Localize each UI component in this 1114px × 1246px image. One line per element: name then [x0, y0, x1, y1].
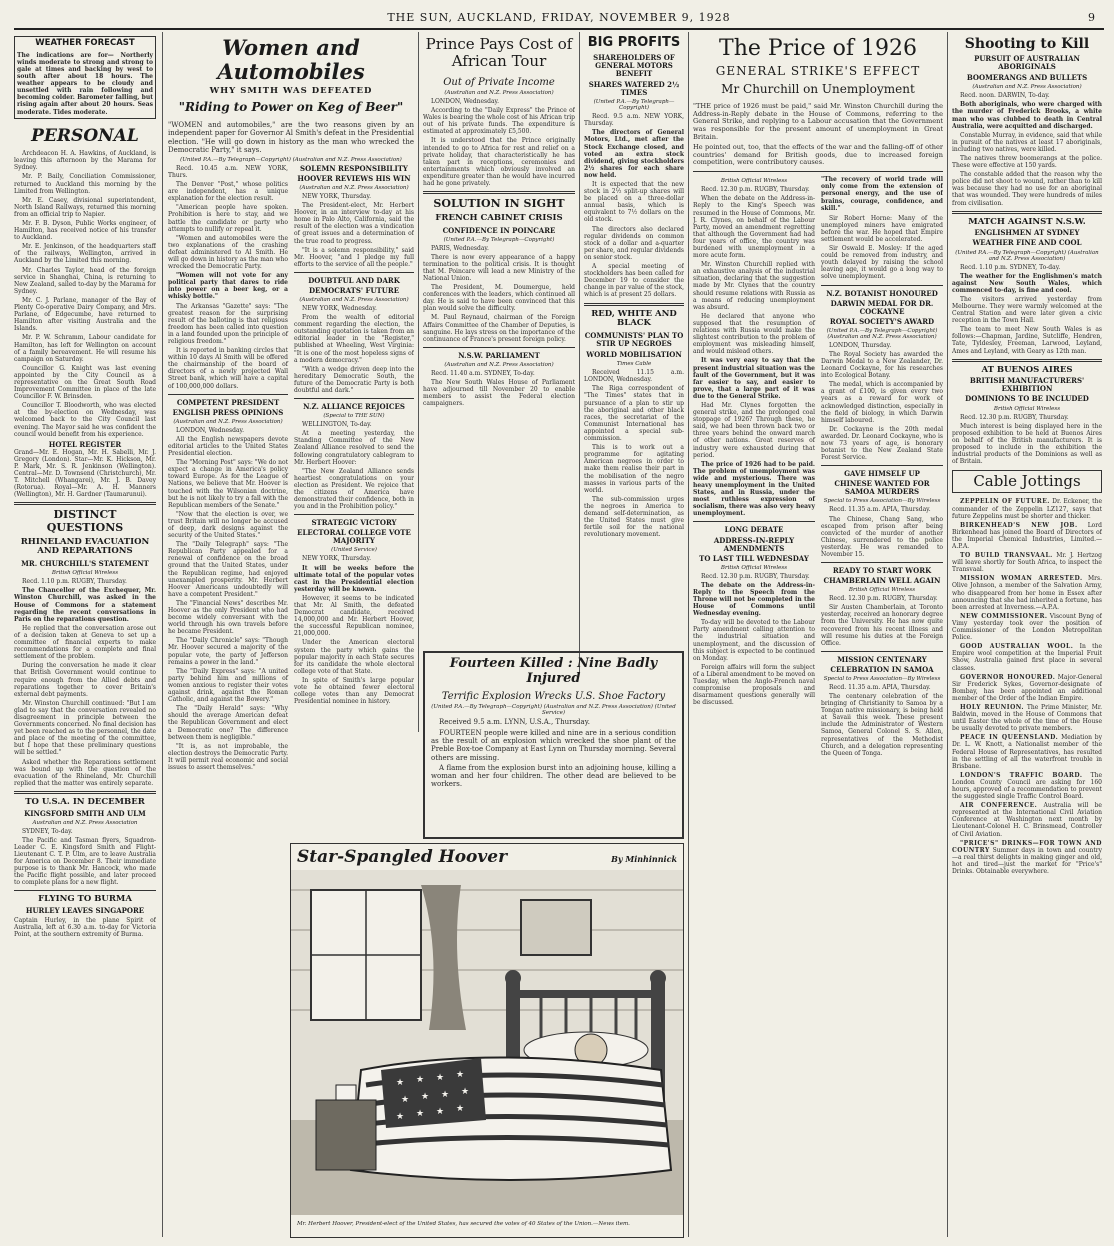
distinct-para: The Chancellor of the Exchequer, Mr. Winston Churchill, was asked in the House of Commons for a statement regarding the recent conversations in Paris on the reparations question.: [14, 587, 156, 623]
usa-heading: TO U.S.A. IN DECEMBER: [25, 796, 145, 807]
distinct-sub2: MR. CHURCHILL'S STATEMENT: [21, 559, 149, 569]
world-mobilisation-heading: WORLD MOBILISATION: [586, 350, 682, 360]
price-col-a: [693, 176, 815, 759]
buenos-credit: British Official Wireless: [993, 405, 1061, 412]
distinct-para: He replied that the conversation arose out of a decision taken at Geneva to set up a committee of financial experts to make recommendations for a complete and final settlement of the problem.: [14, 624, 156, 661]
democrats-para: From the wealth of editorial comment regarding the election, the outstanding quotation is taken from an editorial leader in the "Register," published at Wheeling, West Virginia: "It is one of the most hopeless signs of a modern democracy.": [294, 314, 414, 364]
jotting-text: Australia will be represented at the International Civil Aviation Conference at Washington next month by Lieutenant-Colonel H. C. Brinsmead, Controller of Civil Aviation.: [952, 802, 1102, 838]
jotting-head: "PRICE'S" DRINKS—FOR TOWN AND COUNTRY: [952, 839, 1102, 854]
cartoon-title: Star-Spangled Hoover: [297, 847, 508, 867]
match-dateline: Recd. 1.10 p.m. SYDNEY, To-day.: [960, 263, 1061, 271]
jotting-text: The London County Council are asking for 160 hours, approved of a recommendation to prevent the suggested single Traffic Control Board.: [952, 771, 1102, 801]
shooting-para: Constable Murray, in evidence, said that while in pursuit of the natives at least 17 aboriginals, including two natives, were killed.: [952, 131, 1102, 153]
price-dateline: Recd. 12.30 p.m. RUGBY, Thursday.: [701, 186, 810, 194]
price-para: Had Mr. Clynes forgotten the general strike, and the prolonged coal stoppage of 1926? Through these, he said, we had been thrown back two or three years behind the onward march of other nations. Great reserves of industry were exhausted during that period.: [693, 401, 815, 459]
weather-text: The indications are for— Northerly winds moderate to strong and strong to gale at times and backing by west to south after about 18 hours. The weather appears to be cloudy and unsettled with rain following and becoming colder. Barometer falling, but rising again after about 20 hours. Seas moderate. Tides moderate.: [17, 51, 153, 116]
jotting-head: MISSION WOMAN ARRESTED.: [960, 575, 1083, 583]
nsw-dateline: Recd. 11.40 a.m. SYDNEY, To-day.: [431, 369, 535, 377]
jotting-text: Summer days in town and country—a real thirst delights in making ginger and old, hot and tired—just the market for "Price's" Drinks. Obtainable everywhere.: [952, 846, 1102, 876]
price-subtitle: GENERAL STRIKE'S EFFECT: [715, 64, 921, 79]
weather-heading: WEATHER FORECAST: [35, 38, 135, 48]
burma-heading: FLYING TO BURMA: [38, 894, 132, 905]
price-quote: "The recovery of world trade will only come from the extension of personal energy, and the use of brains, courage, confidence, and skill.": [821, 176, 943, 212]
personal-para: Councillor T. Bloodworth, who was elected at the by-election on Wednesday, was welcomed back to the City Council last evening. The Mayor said he was confident the council would benefit from his experience.: [14, 402, 156, 438]
svg-text:★: ★: [456, 1104, 465, 1114]
masthead-title: THE SUN, AUCKLAND, FRIDAY, NOVEMBER 9, 1928: [387, 11, 731, 24]
match-credit: (United P.A.—By Telegraph—Copyright) (Australian and N.Z. Press Association): [955, 249, 1099, 262]
debate-para: Foreign affairs will form the subject of a Liberal amendment to be moved on Tuesday, when the Anglo-French naval compromise proposals and disarmament questions generally will be discussed.: [693, 663, 815, 707]
english-para: "Now that the election is over, we trust Britain will no longer be accused of deep, dark designs against the security of the United States.": [168, 510, 288, 540]
jotting-item: [952, 840, 1102, 875]
chinese-credit: Special to Press Association—By Wireless: [823, 498, 941, 505]
fourteen-box: [423, 651, 684, 839]
english-dateline: LONDON, Wednesday.: [176, 426, 245, 434]
women-dateline: Recd. 10.45 a.m. NEW YORK, Thurs.: [168, 164, 288, 179]
communists-heading: COMMUNISTS' PLAN TO STIR UP NEGROES: [584, 331, 684, 349]
svg-text:★: ★: [436, 1107, 445, 1117]
women-subtitle: WHY SMITH WAS DEFEATED: [209, 86, 373, 97]
profits-dateline: Recd. 9.5 a.m. NEW YORK, Thursday.: [584, 113, 684, 128]
jotting-head: GOOD AUSTRALIAN WOOL.: [960, 643, 1074, 651]
svg-text:★: ★: [396, 1112, 405, 1122]
chamberlain-heading: CHAMBERLAIN WELL AGAIN: [823, 576, 941, 586]
svg-text:★: ★: [421, 1092, 430, 1102]
english-para: The "Morning Post" says: "We do not expect a change in America's policy toward Europe. As for the League of Nations, we believe that Mr. Hoover is touched with the Wilsonian doctrine, but he is not likely to try a fall with the Republican members of the Senate.": [168, 459, 288, 509]
electoral-credit: (United Service): [331, 547, 377, 554]
dominions-heading: DOMINIONS TO BE INCLUDED: [965, 394, 1089, 404]
price-para: He declared that anyone who supposed that the resumption of relations with Russia would make the slightest contribution to the problem of employment was misleading himself, and would mislead others.: [693, 312, 815, 356]
fourteen-credit: (United P.A.—By Telegraph—Copyright) (Australian and N.Z. Press Association) (United Service): [431, 704, 676, 717]
fourteen-dateline: Received 9.5 a.m. LYNN, U.S.A., Thursday.: [439, 718, 590, 727]
strategic-heading: STRATEGIC VICTORY: [311, 518, 397, 528]
price-para2: Sir Oswald E. Mosley: If the aged could be removed from industry, and youth delayed by raising the school leaving age, it would go a long way to solve unemployment.: [821, 245, 943, 281]
democrats-dateline: NEW YORK, Wednesday.: [302, 304, 377, 312]
jotting-item: [952, 552, 1102, 573]
prince-dateline: LONDON, Wednesday.: [431, 98, 500, 105]
jotting-text: Viscount Byng of Vimy yesterday took over the position of Commissioner of the London Metropolitan Police.: [952, 612, 1102, 642]
prince-para: It is understood that the Prince originally intended to go to Africa for rest and relief on a private holiday, that characteristically he has taken part in receptions, ceremonies and entertainments which obviously involved an expenditure greater than he would have incurred had he gone privately.: [423, 137, 575, 188]
personal-body: [14, 150, 156, 438]
english-credit: (Australian and N.Z. Press Association): [173, 418, 283, 425]
jotting-item: [952, 674, 1102, 702]
column-rule: [418, 32, 419, 732]
french-para: M. Paul Reynaud, chairman of the Foreign Affairs Committee of the Chamber of Deputies, is sanguine. He lays stress on the importance of the continuance of France's present foreign policy.: [423, 314, 575, 343]
women-col-b: [294, 165, 414, 773]
debate-credit: British Official Wireless: [720, 564, 788, 571]
french-para: The President, M. Doumergue, held conferences with the leaders, which continued all day. He is said to have been convinced that this plan would solve the difficulty.: [423, 284, 575, 313]
botanist-para: The medal, which is accompanied by a grant of £100, is given every two years as a reward for work of acknowledged distinction, especially in the field of biology, in which Darwin himself laboured.: [821, 381, 943, 424]
column-rule: [162, 32, 163, 1237]
shooting-sub: PURSUIT OF AUSTRALIAN ABORIGINALS: [974, 54, 1080, 72]
distinct-para: Asked whether the Reparations settlement was bound up with the question of the evacuation of the Rhineland, Mr. Churchill replied that the matter was entirely separate.: [14, 758, 156, 787]
democrats-heading: DEMOCRATS' FUTURE: [308, 285, 400, 295]
women-para: "Women and automobiles were the two explanations of the crashing defeat administered to Al Smith. He will go down in history as the man who wrecked the Democratic Party.: [168, 234, 288, 271]
competent-heading: COMPETENT PRESIDENT: [176, 397, 280, 407]
svg-text:★: ★: [461, 1087, 470, 1097]
column-left: [14, 36, 156, 1236]
jotting-head: TO BUILD TRANSVAAL.: [960, 552, 1053, 560]
electoral-para: However, it seems to be indicated that Mr. Al Smith, the defeated Democrat candidate, received 14,000,000 and Mr. Herbert Hoover, the successful Republican nominee, 21,000,000.: [294, 594, 414, 638]
shooting-dateline: Recd. noon. DARWIN, To-day.: [960, 92, 1050, 100]
long-debate-heading: LONG DEBATE: [724, 525, 784, 535]
jotting-head: PEACE IN QUEENSLAND.: [960, 734, 1059, 742]
hotel-register-heading: HOTEL REGISTER: [48, 439, 122, 449]
address-heading: ADDRESS-IN-REPLY AMENDMENTS: [713, 535, 795, 553]
svg-text:★: ★: [456, 1070, 465, 1080]
shooting-para: The natives threw boomerangs at the police. These were effective at 150 yards.: [952, 154, 1102, 170]
personal-para: Councillor G. Knight was last evening appointed by the City Council as a representative on the Great South Road Improvement Committee in place of the late Councillor F. W. Brinsden.: [14, 364, 156, 401]
kingsford-credit: Australian and N.Z. Press Association: [32, 819, 138, 826]
electoral-dateline: NEW YORK, Thursday.: [302, 555, 371, 563]
cartoon-illustration: [291, 870, 683, 1215]
english-para: The "Daily Chronicle" says: "Though Mr. Hoover secured a majority of the popular vote, the party of Jefferson remains a power in the land.": [168, 637, 288, 666]
chamberlain-dateline: Recd. 12.30 p.m. RUGBY, Thursday.: [829, 595, 938, 603]
personal-para: Archdeacon H. A. Hawkins, of Auckland, is leaving this afternoon by the Marama for Sydney.: [14, 150, 156, 172]
gave-heading: GAVE HIMSELF UP: [844, 469, 920, 479]
jotting-head: LONDON'S TRAFFIC BOARD.: [960, 771, 1083, 779]
prince-article: [423, 36, 575, 701]
chinese-text: The Chinese, Chang Sang, who escaped from prison after being convicted of the murder of another Chinese, surrendered to the police yesterday. He was remanded to November 15.: [821, 515, 943, 558]
shooting-sub2: BOOMERANGS AND BULLETS: [966, 73, 1088, 83]
buenos-heading: AT BUENOS AIRES: [981, 364, 1073, 375]
price-para: Mr. Winston Churchill replied with an exhaustive analysis of the industrial situation, declaring that the suggestion made by Mr. Clynes that the country should resume relations with Russia as a means of reducing unemployment was absurd.: [693, 261, 815, 311]
jotting-item: [952, 522, 1102, 550]
price-para: When the debate on the Address-in-Reply to the King's Speech was resumed in the House of Commons, Mr. J. R. Clynes, on behalf of the Labour Party, moved an amendment regretting that although the Government had had four years of office, the country was burdened with unemployment in a more acute form.: [693, 195, 815, 260]
personal-para: Mr. C. J. Parlane, manager of the Bay of Plenty Co-operative Dairy Company, and Mrs. Parlane, of Edgecumbe, have returned to Hamilton after visiting Australia and the Islands.: [14, 296, 156, 333]
doubtful-heading: DOUBTFUL AND DARK: [308, 275, 400, 285]
weather-box: [14, 36, 156, 119]
jotting-item: [952, 613, 1102, 641]
price-credit: British Official Wireless: [720, 178, 788, 185]
jotting-item: [952, 772, 1102, 800]
hoover-credit: (Australian and N.Z. Press Association): [299, 184, 409, 191]
personal-para: Mr. E. Casey, divisional superintendent, North Island Railways, returned this morning from an official trip to Napier.: [14, 196, 156, 218]
englishmen-heading: ENGLISHMEN AT SYDNEY: [974, 228, 1080, 238]
women-para: The Denver "Post," whose politics are independent, has a unique explanation for the election result.: [168, 181, 288, 203]
electoral-heading: ELECTORAL COLLEGE VOTE MAJORITY: [297, 528, 411, 546]
chinese-dateline: Recd. 11.35 a.m. APIA, Thursday.: [829, 506, 931, 514]
democrats-para: "With a wedge driven deep into the hereditary Democratic South, the future of the Democratic Party is both doubtful and dark.": [294, 365, 414, 394]
jotting-text: Mr. J. Hertzog will leave shortly for South Africa, to inspect the Transvaal.: [952, 552, 1102, 574]
kingsford-heading: KINGSFORD SMITH AND ULM: [24, 808, 146, 818]
kingsford-text: The Pacific and Tasman flyers, Squadron-Leader C. E. Kingsford Smith and Flight-Lieutenant C. T. P. Ulm, are to leave Australia for America on December 8. Their immediate purpose is to thank Mr. Hancock, who made the Pacific flight possible, and later proceed to complete plans for a new flight.: [14, 836, 156, 887]
women-para: The Arkansas "Gazette" says: "The greatest reason for the surprising result of the balloting is that religious freedom has been called into question in a land founded upon the principle of religious freedom.": [168, 302, 288, 345]
electoral-para: Under the American electoral system the party which gains the popular majority in each State secures for its candidate the whole electoral college vote of that State.: [294, 639, 414, 675]
svg-text:★: ★: [401, 1095, 410, 1105]
profits-para: A special meeting of stockholders has been called for December 19 to consider the change in par value of the stock, which is at present 25 dollars.: [584, 263, 684, 299]
bedside-table: [316, 1100, 376, 1170]
personal-para: Mr. P. W. Schramm, Labour candidate for Hamilton, has left for Wellington on account of a family bereavement. He will resume his campaign on Saturday.: [14, 334, 156, 363]
fourteen-subtitle: Terrific Explosion Wrecks U.S. Shoe Factory: [441, 690, 666, 702]
kingsford-body: [14, 828, 156, 887]
jotting-item: [952, 802, 1102, 837]
price-subtitle2: Mr Churchill on Unemployment: [721, 82, 915, 97]
mission-heading: MISSION CENTENARY: [837, 654, 927, 664]
botanist-credit: (United P.A.—By Telegraph—Copyright) (Australian and N.Z. Press Association): [826, 327, 938, 340]
communists-para: The Riga correspondent of "The Times" states that in pursuance of a plan to stir up the aboriginal and other black races, the secretariat of the Communist International has appointed a special sub-commission.: [584, 385, 684, 443]
jotting-text: Major-General Sir Frederick Sykes, Governor-designate of Bombay, has been appointed an additional member of the Order of the Indian Empire.: [952, 673, 1102, 702]
chamberlain-text: Sir Austen Chamberlain, at Toronto yesterday, received an honorary degree from the University. He has now quite recovered from his recent illness and will resume his duties at the Foreign Office.: [821, 604, 943, 647]
hoover-dateline: NEW YORK, Thursday.: [302, 192, 371, 200]
nsw-parliament-heading: N.S.W. PARLIAMENT: [458, 350, 540, 360]
profits-para: The directors also declared regular dividends on common stock of a dollar and a-quarter per share, and regular dividends on senior stock.: [584, 225, 684, 261]
column-rule: [579, 32, 580, 672]
jotting-item: [952, 498, 1102, 519]
jotting-head: BIRKENHEAD'S NEW JOB.: [960, 521, 1078, 529]
match-para: The visitors arrived yesterday from Melbourne. They were warmly welcomed at the Central Station and were later given a civic reception in the Town Hall.: [952, 295, 1102, 325]
distinct-heading: DISTINCT QUESTIONS: [46, 508, 124, 535]
french-dateline: PARIS, Wednesday.: [431, 244, 489, 252]
red-white-heading: RED, WHITE AND BLACK: [591, 308, 677, 329]
jotting-head: HOLY REUNION.: [960, 703, 1025, 711]
personal-para: Mr. P. Baily, Conciliation Commissioner, returned to Auckland this morning by the Limited from Wellington.: [14, 173, 156, 195]
english-para: The "Daily Telegraph" says: "The Republican Party appealed for a renewal of confidence on the broad ground that the United States, under the Republican regime, had enjoyed unexampled prosperity. Mr. Herbert Hoover Americans undoubtedly will have a competent President.": [168, 541, 288, 598]
mission-credit: Special to Press Association—By Wireless: [823, 675, 941, 682]
botanist-para: The Royal Society has awarded the Darwin Medal to a New Zealander, Dr. Leonard Cockayne, for his researches into Ecological Botany.: [821, 350, 943, 380]
svg-text:★: ★: [416, 1109, 425, 1119]
solution-heading: SOLUTION IN SIGHT: [433, 197, 565, 211]
jotting-text: The Prime Minister, Mr. Baldwin, moved in the House of Commons that until Easter the whole of the time of the House be usually devoted to private members.: [952, 703, 1102, 733]
price-title: The Price of 1926: [719, 36, 917, 61]
fourteen-title: Fourteen Killed : Nine Badly Injured: [449, 656, 658, 686]
jotting-head: NEW COMMISSIONER.: [960, 612, 1048, 620]
prince-subtitle: Out of Private Income: [443, 76, 555, 88]
jotting-text: Mrs. Olive Johnson, a member of the Salvation Army, who disappeared from her home in Essex after announcing that she had inherited a fortune, has been arrested at Inverness.—A.P.A.: [952, 575, 1102, 611]
women-col-a: [168, 165, 288, 773]
botanist-dateline: LONDON, Thursday.: [829, 341, 892, 349]
cartoon-caption: Mr. Herbert Hoover, President-elect of the United States, has secured the votes of 40 States of the Union.—News item.: [297, 1221, 630, 1227]
prince-credit: (Australian and N.Z. Press Association): [444, 90, 554, 96]
prince-para: According to the "Daily Express" the Prince of Wales is bearing the whole cost of his African trip out of his private funds. The expenditure is estimated at approximately £5,500.: [423, 107, 575, 136]
jotting-text: Mediation by Dr. L. W. Knott, a Nationalist member of the Federal House of Representatives, has resulted in the settling of all the waterfront trouble in Brisbane.: [952, 734, 1102, 770]
cartoon-artist: By Minhinnick: [611, 854, 677, 864]
profits-lede: The directors of General Motors, Ltd., met after the Stock Exchange closed, and voted an extra stock dividend, giving stockholders 2½ shares for each share now held.: [584, 129, 684, 179]
alliance-para: "The New Zealand Alliance sends heartiest congratulations on your election as President. We rejoice that the citizens of America have demonstrated their confidence, both in you and in the Prohibition policy.": [294, 467, 414, 511]
english-para: "It is, as not improbable, the election destroys the Democratic Party. It will permit real economic and social issues to assert themselves.": [168, 742, 288, 771]
prince-title: Prince Pays Cost of African Tour: [425, 36, 573, 71]
jotting-item: [952, 704, 1102, 732]
women-lede: "WOMEN and automobiles," are the two reasons given by an independent paper for Governor Al Smith's defeat in the Presidential election. "He will go down in history as the man who wrecked the Democratic Party," it says.: [168, 120, 414, 155]
match-para: The weather for the Englishmen's match against New South Wales, which commenced to-day, is fine and cool.: [952, 272, 1102, 294]
price-para: The price of 1926 had to be paid. The problem of unemployment was wide and mysterious. There was heavy unemployment in the United States, and in Russia, under the most ruthless expression of socialism, there was also very heavy unemployment.: [693, 460, 815, 518]
alliance-para: At a meeting yesterday, the Standing Committee of the New Zealand Alliance resolved to send the following congratulatory cablegram to Mr. Herbert Hoover:: [294, 430, 414, 466]
jotting-head: AIR CONFERENCE.: [960, 802, 1038, 810]
jottings-list: [952, 498, 1102, 875]
jotting-text: In the Empire wool competition at the Imperial Fruit Show, Australia gained first place in several classes.: [952, 643, 1102, 672]
chinese-heading: CHINESE WANTED FOR SAMOA MURDERS: [834, 479, 930, 497]
distinct-dateline: Recd. 1.10 p.m. RUGBY, Thursday.: [22, 578, 127, 586]
cartoon-box: [290, 843, 684, 1238]
shooting-credit: (Australian and N.Z. Press Association): [972, 84, 1082, 91]
price-col-b: [821, 176, 943, 759]
profits-para: It is expected that the new stock in 2½ split-up shares will be placed on a three-dollar annual basis, which is equivalent to 7½ dollars on the old stock.: [584, 181, 684, 224]
debate-para: To-day will be devoted to the Labour Party amendment calling attention to the industrial situation and unemployment, and the discussion of this subject is expected to be continued on Monday.: [693, 619, 815, 662]
women-quote: "Riding to Power on Keg of Beer": [178, 100, 404, 115]
alliance-credit: (Special to THE SUN): [323, 413, 385, 420]
buenos-text: Much interest is being displayed here in the proposed exhibition to be held at Buenos Aires on behalf of the British manufacturers. It is proposed to include in the exhibition the industrial products of the Dominions as well as of Britain.: [952, 422, 1102, 466]
personal-para: Mr. Charles Taylor, head of the foreign service in Shanghai, China, is returning to New Zealand, sailed to-day by the Marama for Sydney.: [14, 266, 156, 295]
botanist-para: Dr. Cockayne is the 20th medal awarded. Dr. Leonard Cockayne, who is now 73 years of age, is honorary botanist to the New Zealand State Forest Service.: [821, 425, 943, 462]
weather-fine-heading: WEATHER FINE AND COOL: [972, 238, 1082, 248]
jotting-text: Dr. Eckener, the commander of the Zeppelin LZ127, says that future Zeppelins must be shorter and thicker.: [952, 498, 1102, 520]
shooting-lede: Both aboriginals, who were charged with the murder of Frederick Brooks, a white man who was clubbed to death in Central Australia, were acquitted and discharged.: [952, 101, 1102, 130]
shooting-title: Shooting to Kill: [964, 36, 1090, 52]
fourteen-para: FOURTEEN people were killed and nine are in a serious condition as the result of an explosion which wrecked the shoe plant of the Preble Box-toe Company at East Lynn on Thursday morning. Several others are missing.: [431, 728, 676, 762]
distinct-para: During the conversation he made it clear that British Government would continue to require enough from the Allied debts and reparations together to cover Britain's external debt payments.: [14, 662, 156, 698]
personal-heading: PERSONAL: [31, 125, 139, 146]
british-mfr-heading: BRITISH MANUFACTURERS' EXHIBITION: [969, 376, 1085, 394]
distinct-para: Mr. Winston Churchill continued: "But I am glad to say that the conversation revealed no disagreement in principle between the Governments concerned. No final decision has yet been reached as to the personnel, the date and place of the meeting of the committee, but I hope that these preliminary questions will be settled.": [14, 699, 156, 757]
shooting-para: The constable added that the reason why the police did not shoot to wound, rather than to kill was because they had no use for an aboriginal that was wounded. They were hundreds of miles from civilisation.: [952, 171, 1102, 207]
women-para: It is reported in banking circles that within 10 days Al Smith will be offered the chairmanship of the board of directors of a newly projected Wall Street bank, which will have a capital of 100,000,000 dollars.: [168, 347, 288, 390]
solemn-heading: SOLEMN RESPONSIBILITY: [300, 163, 408, 173]
english-para: The "Financial News" describes Mr. Hoover as the only President who had become widely conversant with the world through his own travels before he became President.: [168, 599, 288, 636]
match-heading: MATCH AGAINST N.S.W.: [968, 216, 1086, 227]
profits-article: [584, 36, 684, 646]
women-para: "Women will not vote for any political party that dares to ride into power on a beer keg, or a whisky bottle.": [168, 272, 288, 301]
confidence-heading: CONFIDENCE IN POINCARE: [442, 225, 556, 235]
jotting-head: GOVERNOR HONOURED.: [960, 673, 1056, 681]
nsw-credit: (Australian and N.Z. Press Association): [444, 361, 554, 368]
profits-sub: SHAREHOLDERS OF GENERAL MOTORS BENEFIT: [593, 52, 675, 79]
page-number: 9: [1088, 11, 1096, 24]
cable-jottings-box: [952, 470, 1102, 493]
mission-text: The centenary celebration of the bringing of Christianity to Samoa by a Tongan native missionary, is being held at Savaii this week. These present include the Administrator of Western Samoa, General Colonel S. S. Allen, representatives of the Methodist Church, and a delegation representing the Queen of Tonga.: [821, 693, 943, 757]
electoral-para: In spite of Smith's large popular vote he obtained fewer electoral college votes than any Democrat Presidential nominee in history.: [294, 676, 414, 706]
french-credit: (United P.A.—By Telegraph—Copyright): [443, 236, 555, 243]
column-rule: [947, 32, 948, 1237]
english-heading: ENGLISH PRESS OPINIONS: [172, 407, 284, 417]
electoral-para: It will be weeks before the ultimate total of the popular votes cast in the Presidential election yesterday will be known.: [294, 564, 414, 593]
french-para: There is now every appearance of a happy termination to the political crisis. It is thought that M. Poincare will lead a new Ministry of the National Union.: [423, 253, 575, 282]
nsw-text: The New South Wales House of Parliament have adjourned till November 20 to enable members to assist the Federal election campaigners.: [423, 378, 575, 408]
distinct-body: [14, 578, 156, 787]
hurley-text: Captain Hurley, in the plane Spirit of Australia, left at 6.30 a.m. to-day for Victoria Point, at the southern extremity of Burma.: [14, 917, 156, 939]
buenos-dateline: Recd. 12.30 p.m. RUGBY, Thursday.: [960, 413, 1069, 421]
women-para: "American people have spoken. Prohibition is here to stay, and we battle the candidate or party who attempts to nullify or repeal it.: [168, 204, 288, 233]
profits-title: BIG PROFITS: [587, 36, 681, 50]
masthead: [14, 4, 1104, 30]
jotting-text: Lord Birkenhead has joined the Board of Directors of the Imperial Chemical Industries, Limited.—A.P.A.: [952, 521, 1102, 550]
communists-para: The sub-commission urges the negroes in America to demand self-determination, as the United States must give fertile soil for the national revolutionary movement.: [584, 495, 684, 539]
botanist-heading: N.Z. BOTANIST HONOURED: [826, 288, 938, 298]
svg-text:★: ★: [441, 1090, 450, 1100]
picture-frame: [521, 900, 591, 955]
personal-para: Mr. F. B. Dyson, Public Works engineer, of Hamilton, has received notice of his transfer to Auckland.: [14, 220, 156, 242]
women-title: Women and Automobiles: [217, 36, 365, 85]
royal-heading: ROYAL SOCIETY'S AWARD: [829, 316, 935, 326]
price-para: It was very easy to say that the present industrial situation was the fault of the Government, but it was far easier to say, and easier to prove, that a large part of it was due to the General Strike.: [693, 357, 815, 400]
price-lede: "THE price of 1926 must be paid," said Mr. Winston Churchill during the Address-in-Reply debate in the House of Commons, referring to the General Strike, and replying to a Labour accusation that the Government was responsible for the present amount of unemployment in Great Britain.: [693, 101, 943, 142]
jotting-item: [952, 643, 1102, 671]
column-rule: [688, 32, 689, 1237]
debate-para: The debate on the Address-in-Reply to the Speech from the Throne will not be completed in the House of Commons until Wednesday evening.: [693, 581, 815, 618]
french-heading: FRENCH CABINET CRISIS: [435, 212, 563, 223]
price-article: [693, 36, 943, 1236]
women-credit: (United P.A.—By Telegraph—Copyright) (Australian and N.Z. Press Association): [180, 156, 402, 163]
mission-dateline: Recd. 11.35 a.m. APIA, Thursday.: [829, 683, 931, 691]
hoover-para: "It is a solemn responsibility," said Mr. Hoover, "and I pledge my full efforts to the service of all the people.": [294, 246, 414, 268]
celebration-heading: CELEBRATION IN SAMOA: [830, 664, 934, 674]
communists-dateline: Received 11.15 a.m. LONDON, Wednesday.: [584, 369, 684, 384]
communists-para: This is to work out a programme for agitating American negroes in order to make them realise their part in the mobilisation of the negro masses in various parts of the world.: [584, 444, 684, 494]
match-para: The team to meet New South Wales is as follows:—Chapman, Jardine, Sutcliffe, Hendren, Tate, Tyldesley, Freeman, Larwood, Leyland, Ames and Leyland, with Geary as 12th man.: [952, 326, 1102, 355]
cable-jottings-title: Cable Jottings: [973, 472, 1081, 491]
english-para: All the English newspapers devote editorial articles to the United States Presidential election.: [168, 435, 288, 458]
hurley-heading: HURLEY LEAVES SINGAPORE: [25, 906, 145, 916]
hotel-register-text: Grand—Mr. E. Hogan, Mr. H. Sabelli, Mr. J. Gregory (London). Star—Mr. K. Hickson, Mr. P. Mark, Mr. S. R. Jenkinson (Wellington). Central—Mr. D. Townsend (Christchurch), Mr. T. Mitchell (Whangarei), Mr. J. B. Davey (Rotorua). Royal—Mr. A. H. Manners (Wellington), Mr. H. Gardner (Taumarunui).: [14, 448, 156, 499]
kingsford-dateline: SYDNEY, To-day.: [22, 827, 73, 835]
ready-heading: READY TO START WORK: [832, 566, 932, 576]
hoover-para: The President-elect, Mr. Herbert Hoover, in an interview to-day at his home in Palo Alto, California, said the result of the election was a vindication of great issues and a determination of the true road to progress.: [294, 202, 414, 245]
distinct-credit: British Official Wireless: [51, 570, 119, 577]
darwin-heading: DARWIN MEDAL FOR DR. COCKAYNE: [830, 298, 934, 316]
english-para: The "Daily Express" says: "A united party behind him and millions of women anxious to register their votes against drink, against the Roman Catholic, and against the Bowery.": [168, 667, 288, 704]
debate-dateline: Recd. 12.30 p.m. RUGBY, Thursday.: [701, 572, 810, 580]
distinct-sub1: RHINELAND EVACUATION AND REPARATIONS: [20, 536, 150, 557]
fourteen-para: A flame from the explosion burst into an adjoining house, killing a woman and her four children. The other dead are believed to be workers.: [431, 763, 676, 789]
column-right: [952, 36, 1102, 1236]
communists-credit: Times Cable: [616, 361, 652, 368]
price-lede2: He pointed out, too, that the effects of the war and the falling-off of other countries' demand for British goods, due to increased foreign competition, were contributory causes.: [693, 142, 943, 167]
hoover-reviews-heading: HOOVER REVIEWS HIS WIN: [297, 173, 411, 183]
svg-text:★: ★: [416, 1075, 425, 1085]
svg-text:★: ★: [436, 1073, 445, 1083]
jotting-item: [952, 734, 1102, 769]
alliance-dateline: WELLINGTON, To-day.: [302, 421, 372, 429]
chamberlain-credit: British Official Wireless: [848, 587, 916, 594]
jotting-item: [952, 575, 1102, 610]
last-heading: TO LAST TILL WEDNESDAY: [699, 553, 809, 563]
price-para2: Sir Robert Horne: Many of the unemployed miners have emigrated before the war. He hoped that Empire settlement would be accelerated.: [821, 214, 943, 244]
personal-para: Mr. E. Jenkinson, of the headquarters staff of the railways, Wellington, arrived in Auckland by the Limited this morning.: [14, 243, 156, 265]
svg-text:★: ★: [396, 1078, 405, 1088]
english-para: The "Daily Herald" says: "Why should the average American defeat the Republican Government and elect a Democratic one? The difference between them is negligible.": [168, 705, 288, 741]
jotting-head: ZEPPELIN OF FUTURE.: [960, 498, 1050, 506]
profits-credit: (United P.A.—By Telegraph—Copyright): [593, 99, 675, 112]
profits-sub2: SHARES WATERED 2½ TIMES: [588, 80, 680, 98]
alliance-heading: N.Z. ALLIANCE REJOICES: [303, 402, 405, 412]
democrats-credit: (Australian and N.Z. Press Association): [299, 296, 409, 303]
